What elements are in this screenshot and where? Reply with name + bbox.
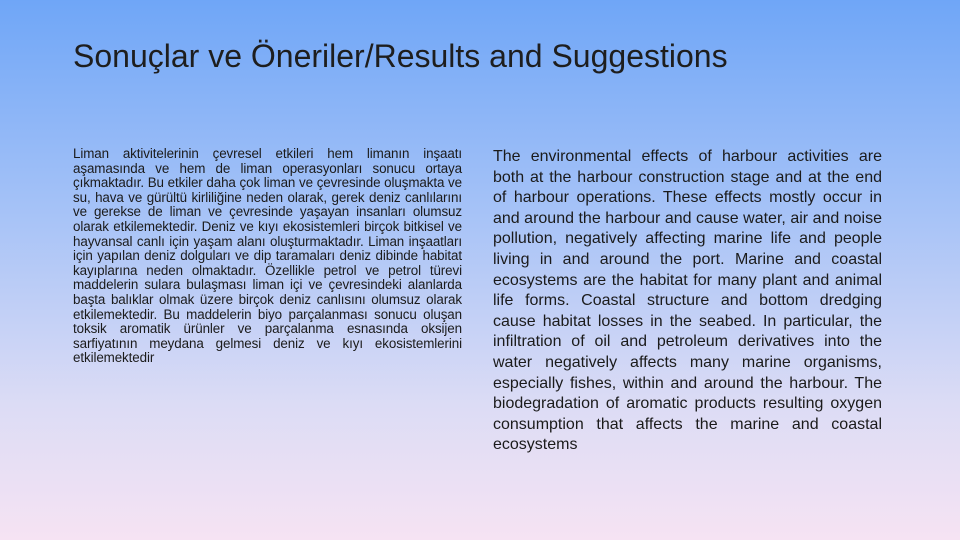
slide-title: Sonuçlar ve Öneriler/Results and Suggestions [73,38,728,74]
english-text-column: The environmental effects of harbour activities are both at the harbour construction stage and at the end of harbour operations. These effects mostly occur in and around the harbour and cause water, air and noise pollution, negatively affecting marine life and people living in and around the port. Marine and coastal ecosystems are the habitat for many plant and animal life forms. Coastal structure and bottom dredging cause habitat losses in the seabed. In particular, the infiltration of oil and petroleum derivatives into the water negatively affects many marine organisms, especially fishes, within and around the harbour. The biodegradation of aromatic products resulting oxygen consumption that affects the marine and coastal ecosystems [493,148,882,454]
turkish-text-column: Liman aktivitelerinin çevresel etkileri hem limanın inşaatı aşamasında ve hem de liman operasyonları sonucu ortaya çıkmaktadır. Bu etkiler daha çok liman ve çevresinde oluşmakta ve su, hava ve gürültü kirliliğine neden olarak, gerek deniz canlılarını ve gerekse de liman ve çevresinde yaşayan insanları olumsuz olarak etkilemektedir. Deniz ve kıyı ekosistemleri birçok bitkisel ve hayvansal canlı için yaşam alanı oluşturmaktadır. Liman inşaatları için yapılan deniz dolguları ve dip taramaları deniz dibinde habitat kayıplarına neden olmaktadır. Özellikle petrol ve petrol türevi maddelerin sulara bulaşması liman içi ve çevresindeki alanlarda başta balıklar olmak üzere birçok deniz canlısını olumsuz olarak etkilemektedir. Bu maddelerin biyo parçalanması sonucu oluşan toksik aromatik ürünler ve parçalanma esnasında oksijen sarfiyatının meydana gelmesi deniz ve kıyı ekosistemlerini etkilemektedir [73,146,462,366]
